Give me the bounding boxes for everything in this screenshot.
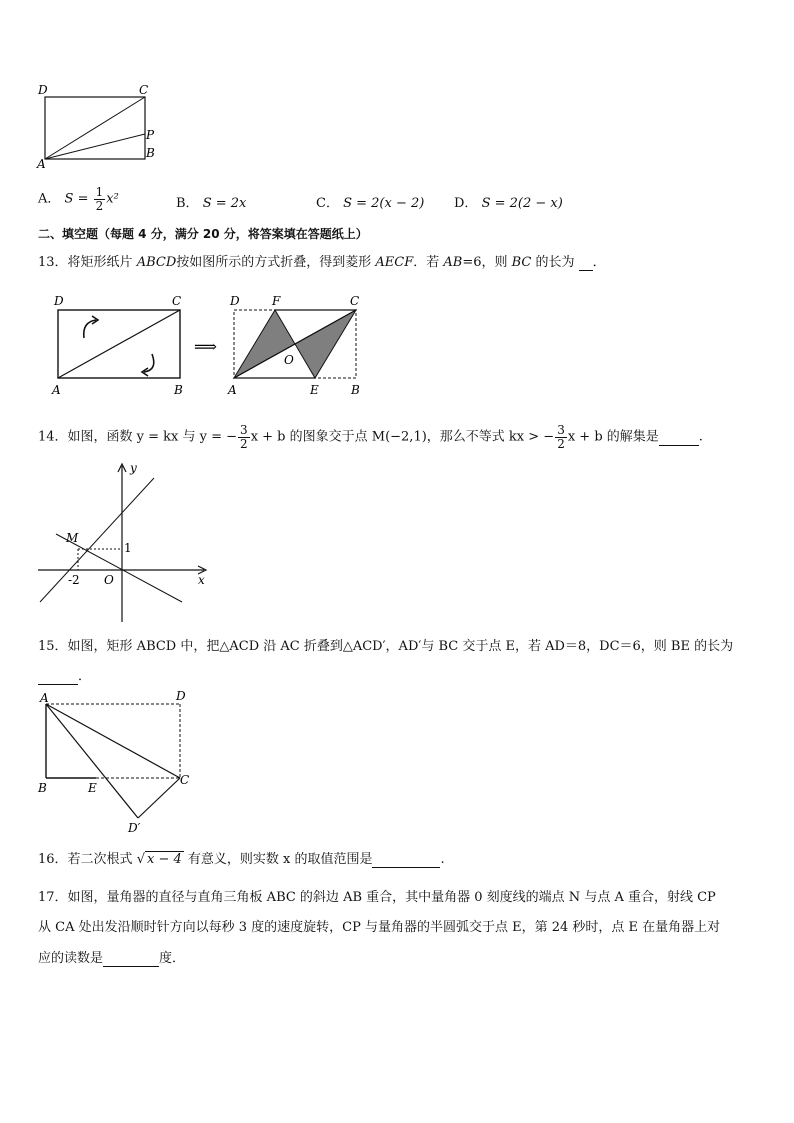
option-d-expr: S = 2(2 − x) [481,196,563,211]
q13-bc: BC [511,255,532,270]
option-b-expr: S = 2x [202,196,247,211]
q15-label-b: B [38,781,47,795]
q13-left-label-b: B [174,383,183,397]
q14-fraction-1-den: 2 [240,436,248,451]
q13-right-label-d: D [230,294,240,308]
label-b: B [146,146,155,160]
q17-line1: 17．如图，量角器的直径与直角三角板 ABC 的斜边 AB 重合，其中量角器 0 刻度线的端点 N 与点 A 重合，射线 CP [38,890,716,905]
q15-answer-blank[interactable] [38,669,78,685]
option-a-fraction [94,186,106,212]
q16-part-c: . [440,852,445,867]
q13-right-label-e: E [310,383,319,397]
q17-answer-blank[interactable] [103,951,159,967]
q14-fraction-2-den: 2 [557,436,565,451]
q14-label-m: M [66,531,79,545]
q17-line3-b: 度． [159,951,186,966]
q14-fraction-2-num: 3 [557,423,565,437]
option-a-num: 1 [95,185,104,199]
q14-part-b: x + b 的图象交于点 M(−2,1)，那么不等式 kx > − [250,429,555,445]
q14-text [38,424,703,450]
label-c: C [139,83,149,97]
label-a: A [37,157,46,171]
option-a-den: 2 [95,198,104,213]
q14-answer-blank[interactable] [659,430,699,446]
q14-fraction-1 [238,424,250,450]
q12-option-a [38,186,119,212]
segment-ac [45,97,145,159]
option-a-var: x² [106,191,119,207]
q13-right-label-o: O [284,353,294,367]
option-c-expr: S = 2(x − 2) [343,196,425,211]
q13-right-diagonal [234,310,356,378]
q17-line3 [38,947,185,967]
q16-radicand: x − 4 [146,852,182,867]
q15-line2-end: ． [78,669,92,684]
option-d-letter: D． [454,196,478,211]
q15-label-d-prime: D′ [128,821,141,835]
q15-segment-ad-prime [46,704,138,818]
q13-part-b: 按如图所示的方式折叠，得到菱形 [176,255,376,270]
q14-label-one: 1 [124,541,132,555]
q15-label-a: A [40,691,49,705]
q17-line3-a: 应的读数是 [38,951,104,966]
q12-figure [34,82,164,171]
q13-right-label-a: A [228,383,237,397]
q12-option-b [176,192,246,211]
q13-left-label-c: C [172,294,182,308]
section-2-heading: 二、填空题（每题 4 分，满分 20 分，将答案填在答题纸上） [38,227,368,241]
q12-option-d [454,192,563,211]
q17-line2: 从 CA 处出发沿顺时针方向以每秒 3 度的速度旋转，CP 与量角器的半圆弧交于点 E，第 24 秒时，点 E 在量角器上对 [38,920,721,935]
q13-answer-blank[interactable] [579,255,593,271]
q14-line-y-kx [40,478,154,602]
q14-fraction-2 [555,424,567,450]
q14-label-o: O [104,573,114,587]
q13-text [38,251,606,271]
q15-label-c: C [180,773,190,787]
q15-diagonal-ac [46,704,180,778]
q14-part-a: 14．如图，函数 y = kx 与 y = − [38,429,238,445]
q15-line2 [38,665,91,685]
q14-part-d: . [698,429,703,445]
q15-label-e: E [88,781,97,795]
q14-label-x: x [198,573,205,587]
q13-part-e: 的长为 [531,255,579,270]
q13-abcd: ABCD [136,255,177,270]
q15-line1: 15．如图，矩形 ABCD 中，把△ACD 沿 AC 折叠到△ACD′，AD′与 BC 交于点 E，若 AD＝8，DC＝6，则 BE 的长为 [38,639,734,654]
q14-figure [34,460,214,625]
q13-right-label-f: F [272,294,281,308]
option-b-letter: B． [176,196,199,211]
q13-right-label-c: C [350,294,360,308]
q14-label-y: y [130,461,137,475]
q16-text [38,848,445,868]
q13-figure [48,292,378,402]
q14-part-c: x + b 的解集是 [567,429,659,445]
option-c-letter: C． [316,196,339,211]
q13-aecf: AECF [375,255,414,270]
q12-option-c [316,192,424,211]
q16-part-b: 有意义，则实数 x 的取值范围是 [183,852,373,867]
q13-right-label-b: B [351,383,360,397]
segment-ap [45,134,145,159]
q14-fraction-1-num: 3 [240,423,248,437]
q16-part-a: 16．若二次根式 [38,852,137,867]
q15-segment-cd-prime [138,778,180,818]
q14-label-neg2: -2 [68,573,80,587]
q13-shaded-triangle-right [295,310,356,378]
q13-left-diagonal [58,310,180,378]
q13-transform-arrow: ⟹ [194,337,217,356]
option-a-lhs: S = [64,191,89,207]
q16-answer-blank[interactable] [372,852,440,868]
q13-shaded-triangle-left [234,310,295,378]
q13-ab: AB [443,255,463,270]
q13-part-a: 13．将矩形纸片 [38,255,137,270]
q13-part-f: ． [592,255,606,270]
sqrt-sign-icon: √ [136,852,145,867]
q13-part-d: =6，则 [462,255,512,270]
label-d: D [38,83,48,97]
q13-part-c: ．若 [413,255,444,270]
q15-figure [34,686,204,836]
label-p: P [146,128,155,142]
q13-left-label-a: A [52,383,61,397]
q13-left-label-d: D [54,294,64,308]
option-a-letter: A． [38,191,61,207]
q15-label-d: D [176,689,186,703]
